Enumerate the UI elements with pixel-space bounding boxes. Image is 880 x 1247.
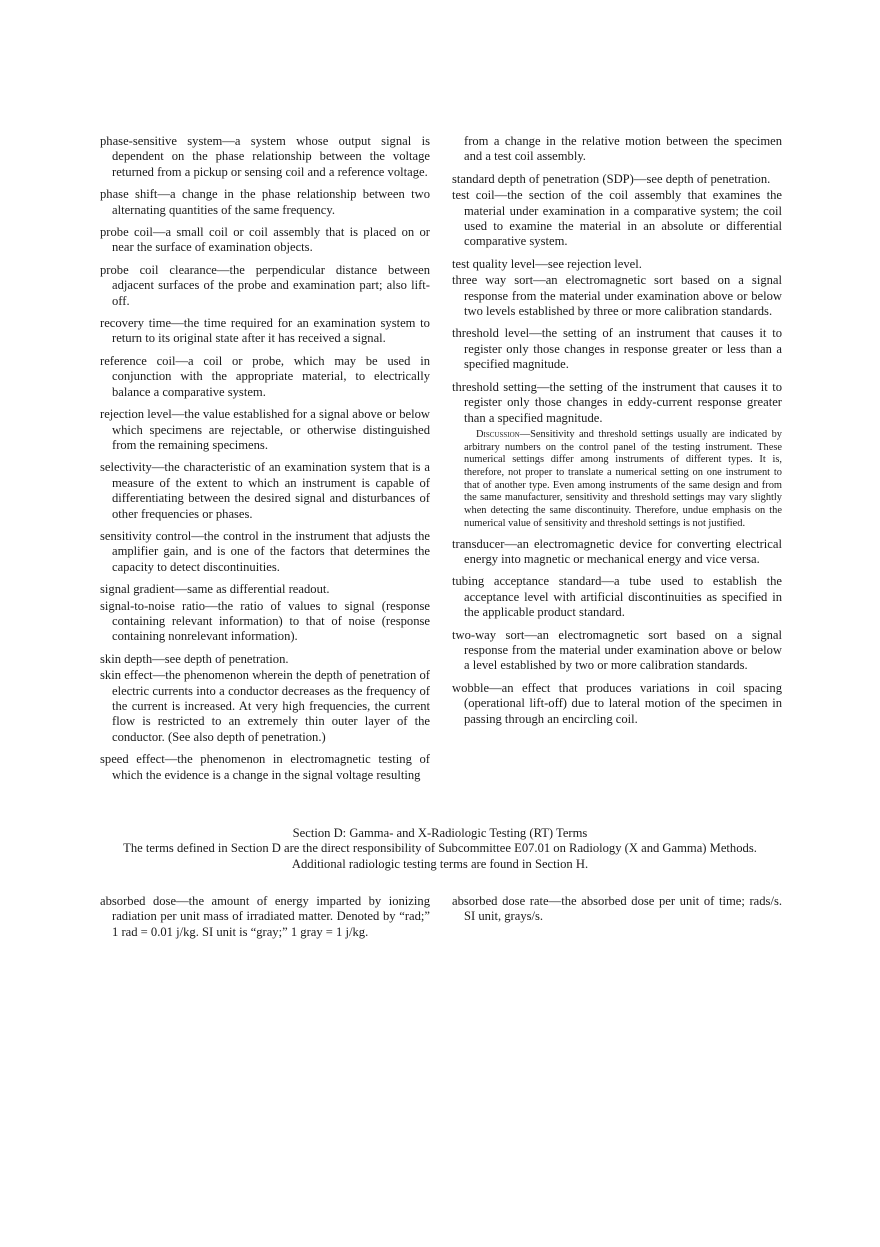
section-note: Additional radiologic testing terms are found in Section H. (291, 856, 589, 871)
definition: —same as differential readout. (174, 582, 330, 597)
discussion-text: —Sensitivity and threshold settings usually are indicated by arbitrary numbers on the control panel of the testing instrument. These numerical settings differ among instruments of different types. It is, therefore, not proper to translate a numerical setting on one instrument to that of another type. Even among instruments of the same design and from the same manufacturer, sensitivity and threshold settings may vary slightly when detecting the same discontinuity. Therefore, undue emphasis on the numerical value of sensitivity and threshold settings is not justified. (464, 428, 782, 529)
definition: —a change in the phase relationship between two alternating quantities of the same frequency. (112, 187, 430, 217)
definition: —the setting of the instrument that causes it to register only those changes in eddy-current response greater than a specified magnitude. (464, 379, 782, 425)
term: speed effect (100, 752, 165, 767)
definition-entry (452, 894, 782, 925)
definition-entry (100, 752, 430, 783)
definition: —a tube used to establish the acceptance level with artificial discontinuities as specified in the applicable product standard. (464, 574, 782, 620)
definition-entry (452, 188, 782, 250)
definition: —the amount of energy imparted by ionizing radiation per unit mass of irradiated matter. Denoted by “rad;” 1 rad = 0.01 j/kg. SI unit is “gray;” 1 gray = 1 j/kg. (112, 894, 430, 939)
definition-entry (100, 652, 430, 667)
definition: —see depth of penetration. (152, 651, 289, 666)
definition-entry (452, 537, 782, 568)
definition: —the phenomenon in electromagnetic testing of which the evidence is a change in the signal voltage resulting (112, 752, 430, 782)
discussion-label: Discussion (476, 428, 520, 440)
term: test coil (452, 188, 495, 203)
definition: —the section of the coil assembly that examines the material under examination in a comparative system; the coil used to examine the material in an absolute or differential comparative system. (464, 188, 782, 249)
definition-entry (452, 574, 782, 620)
term: threshold level (452, 326, 530, 341)
term: absorbed dose rate (452, 894, 549, 908)
definition-entry (100, 134, 430, 180)
definition: —see depth of penetration. (633, 171, 771, 186)
definition: —the perpendicular distance between adjacent surfaces of the probe and examination part; also lift-off. (112, 262, 431, 308)
term: wobble (452, 680, 490, 695)
definition: —the control in the instrument that adjusts the amplifier gain, and is one of the factors that determines the capacity to detect discontinuities. (112, 528, 430, 574)
definition: —an electromagnetic device for converting electrical energy into magnetic or mechanical energy and vice versa. (464, 536, 782, 566)
definition-entry (452, 257, 782, 272)
definition-entry (100, 599, 430, 645)
definition: —the absorbed dose per unit of time; rads/s. SI unit, grays/s. (464, 894, 783, 924)
definition: —the characteristic of an examination system that is a measure of the extent to which an instrument is capable of differentiating between the desired signal and disturbances of other frequencies or phases. (112, 460, 430, 521)
term: skin depth (100, 651, 153, 666)
term: test quality level (452, 256, 536, 271)
definition-entry (100, 316, 430, 347)
term: two-way sort (452, 627, 525, 642)
definition: —the time required for an examination system to return to its original state after it has received a signal. (112, 316, 430, 346)
definition: —an electromagnetic sort based on a signal response from the material under examination above or below a level established by two or more calibration standards. (464, 627, 782, 673)
definition: —the ratio of values to signal (response containing relevant information) to that of noise (response containing nonrelevant information). (112, 598, 431, 644)
definition: —an electromagnetic sort based on a signal response from the material under examination above or below two levels established by three or more calibration standards. (464, 273, 782, 319)
term: absorbed dose (100, 894, 177, 908)
discussion-note (452, 429, 782, 531)
definition: —a coil or probe, which may be used in conjunction with the appropriate material, to electrically balance a comparative system. (112, 353, 430, 399)
definition-entry (452, 326, 782, 372)
definition: —see rejection level. (535, 256, 642, 271)
definition-entry (452, 273, 782, 319)
term: selectivity (100, 460, 152, 475)
definition-entry (100, 225, 430, 256)
section-header (80, 826, 800, 872)
term: recovery time (100, 316, 172, 331)
definition-entry (100, 529, 430, 575)
term: reference coil (100, 353, 176, 368)
term: phase shift (100, 187, 158, 202)
definition-entry (100, 263, 430, 309)
term: signal gradient (100, 582, 175, 597)
term: probe coil (100, 225, 153, 240)
definition-entry (452, 628, 782, 674)
definition-continuation: from a change in the relative motion between the specimen and a test coil assembly. (464, 134, 782, 164)
definition: —a system whose output signal is dependent on the phase relationship between the voltage returned from a pickup or sensing coil and a reference voltage. (112, 134, 430, 179)
definition: —a small coil or coil assembly that is placed on or near the surface of examination objects. (112, 225, 430, 255)
definition: —the setting of an instrument that causes it to register only those changes in response greater or less than a specified magnitude. (464, 326, 782, 372)
definition-entry (100, 407, 430, 453)
definition-entry (100, 668, 430, 745)
definition-entry (100, 894, 430, 940)
term: threshold setting (452, 379, 537, 394)
term: probe coil clearance (100, 262, 217, 277)
term: transducer (452, 536, 505, 551)
term: phase-sensitive system (100, 134, 223, 148)
definition-entry (100, 582, 430, 597)
term: standard depth of penetration (SDP) (452, 171, 634, 186)
definition: —the value established for a signal above or below which specimens are rejectable, or otherwise distinguished from the remaining specimens. (112, 407, 430, 452)
term: signal-to-noise ratio (100, 598, 206, 613)
term: sensitivity control (100, 528, 192, 543)
definition: —an effect that produces variations in coil spacing (operational lift-off) due to lateral motion of the specimen in passing through an encircling coil. (464, 680, 782, 726)
term: skin effect (100, 668, 153, 683)
definition-entry (452, 172, 782, 187)
term: rejection level (100, 407, 172, 422)
definition-entry (100, 187, 430, 218)
definition-entry (452, 681, 782, 727)
right-column (452, 134, 782, 734)
section-right-column (452, 894, 782, 932)
definition-entry (452, 380, 782, 426)
section-left-column (100, 894, 430, 947)
term: tubing acceptance standard (452, 574, 602, 589)
definition-entry (100, 460, 430, 522)
term: three way sort (452, 273, 534, 288)
definition: —the phenomenon wherein the depth of penetration of electric currents into a conductor decreases as the frequency of the current is increased. At very high frequencies, the current flow is restricted to an extremely thin outer layer of the conductor. (See also depth of penetration.) (112, 668, 430, 744)
section-note: The terms defined in Section D are the direct responsibility of Subcommittee E07.01 on Radiology (X and Gamma) Methods. (123, 841, 757, 856)
section-heading: Section D: Gamma- and X-Radiologic Testing (RT) Terms (292, 826, 588, 840)
left-column (100, 134, 430, 790)
definition-entry (100, 354, 430, 400)
